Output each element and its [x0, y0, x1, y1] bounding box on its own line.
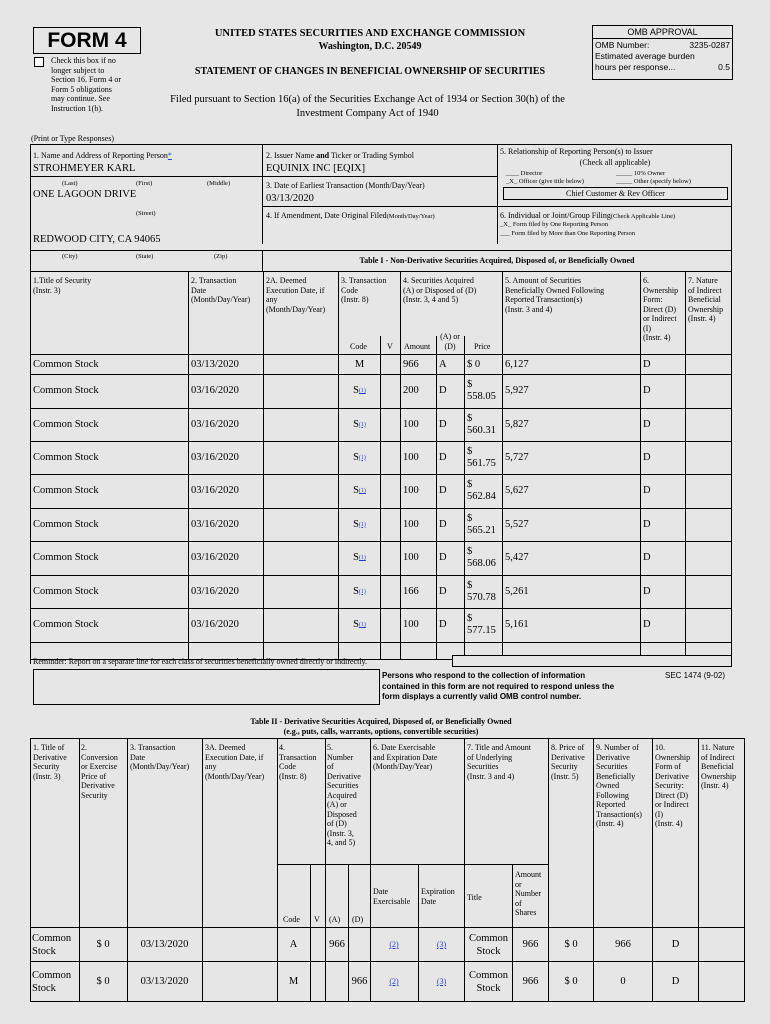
t1-cell-form: D: [643, 552, 651, 563]
zip-label: (Zip): [214, 253, 228, 260]
t1-cell-owned: 5,927: [505, 385, 529, 396]
filing-multiple-persons: ___ Form filed by More than One Reporting Person: [500, 230, 636, 237]
t2-cell-title: Common Stock: [32, 932, 72, 957]
t1-cell-title: Common Stock: [33, 385, 99, 396]
form-title-box: [33, 27, 141, 54]
officer-option: _X_ Officer (give title below): [506, 178, 584, 185]
t2-cell-acquired: 966: [329, 939, 345, 950]
t2-cell-underlying-amount: 966: [522, 976, 539, 987]
omb-number: 3235-0287: [689, 40, 730, 50]
t1-cell-owned: 5,627: [505, 485, 529, 496]
filing-one-person: _X_ Form filed by One Reporting Person: [500, 221, 608, 228]
statement-title: STATEMENT OF CHANGES IN BENEFICIAL OWNERSHIP OF SECURITIES: [194, 66, 546, 77]
t2-cell-underlying-amount: 966: [522, 939, 539, 950]
t1-cell-code: S (1): [353, 451, 366, 463]
t1-cell-form: D: [643, 619, 651, 630]
t1-cell-date: 03/16/2020: [191, 485, 239, 496]
t2-cell-expiration-link[interactable]: (3): [436, 977, 447, 986]
t1-cell-amount: 100: [403, 418, 419, 430]
t1-cell-price: $ 570.78: [467, 579, 496, 603]
t2-h-code: 4. Transaction Code (Instr. 8): [279, 743, 317, 781]
filed-pursuant-1: Filed pursuant to Section 16(a) of the Securities Exchange Act of 1934 or Section 30(h) of the: [170, 94, 565, 105]
t1-sub-v: V: [387, 342, 393, 351]
t1-cell-code: S (1): [353, 619, 366, 630]
t1-cell-amount: 966: [403, 358, 419, 370]
t2-h-owned: 9. Number of Derivative Securities Beneficially Owned Following Reported Transaction(s) (Instr. 4): [596, 743, 642, 828]
t1-cell-amount: 100: [403, 619, 419, 630]
t1-h-date: 2. Transaction Date (Month/Day/Year): [191, 276, 251, 304]
t1-cell-price: $ 0: [467, 358, 481, 370]
t1-cell-aord: D: [439, 418, 447, 430]
t1-cell-amount: 100: [403, 485, 419, 496]
filed-pursuant-2: Investment Company Act of 1940: [296, 108, 439, 119]
table2-title: Table II - Derivative Securities Acquired, Disposed of, or Beneficially Owned: [250, 717, 512, 726]
t1-cell-code: S (1): [353, 418, 366, 430]
other-option: _____ Other (specify below): [616, 178, 691, 185]
t2-cell-owned: 0: [620, 976, 626, 987]
t1-cell-amount: 100: [403, 518, 419, 530]
earliest-transaction-date: 03/13/2020: [266, 193, 314, 204]
t2-h-exercisable: 6. Date Exercisable and Expiration Date (Month/Day/Year): [373, 743, 438, 771]
t2-sub-code: Code: [283, 915, 300, 924]
t1-cell-code: S (1): [353, 385, 366, 396]
earliest-transaction-label: 3. Date of Earliest Transaction (Month/Day/Year): [266, 181, 425, 190]
t1-cell-title: Common Stock: [33, 418, 99, 430]
middle-label: (Middle): [207, 180, 231, 187]
t1-sub-amount: Amount: [404, 342, 431, 351]
asterisk-link[interactable]: *: [167, 151, 172, 160]
t2-h-nature: 11. Nature of Indirect Beneficial Ownership (Instr. 4): [701, 743, 737, 790]
t1-h-code: 3. Transaction Code (Instr. 8): [341, 276, 387, 304]
issuer-value: EQUINIX INC [EQIX]: [266, 163, 366, 174]
t1-cell-form: D: [643, 418, 651, 430]
agency-name: UNITED STATES SECURITIES AND EXCHANGE COMMISSION: [214, 28, 526, 39]
t2-h-price: 8. Price of Derivative Security (Instr. 5): [551, 743, 585, 781]
t2-cell-price: $ 0: [564, 976, 578, 987]
t1-cell-date: 03/16/2020: [191, 451, 239, 463]
t1-cell-owned: 5,427: [505, 552, 529, 563]
t1-cell-aord: D: [439, 552, 447, 563]
t1-cell-title: Common Stock: [33, 518, 99, 530]
t1-cell-owned: 6,127: [505, 358, 529, 370]
t1-cell-aord: D: [439, 385, 447, 396]
t1-cell-date: 03/16/2020: [191, 585, 239, 597]
t1-cell-aord: D: [439, 451, 447, 463]
state-label: (State): [136, 253, 154, 260]
t1-sub-code: Code: [350, 342, 367, 351]
t1-cell-price: $ 577.15: [467, 613, 496, 636]
t1-cell-amount: 166: [403, 585, 419, 597]
t1-cell-date: 03/16/2020: [191, 518, 239, 530]
t1-cell-code: S (1): [353, 485, 366, 496]
print-type-note: (Print or Type Responses): [31, 134, 115, 143]
director-option: ____ Director: [506, 170, 543, 177]
t2-sub-d: (D): [352, 915, 364, 924]
t1-cell-form: D: [643, 385, 651, 396]
omb-burden: Estimated average burden: [595, 51, 695, 61]
t2-h-underlying: 7. Title and Amount of Underlying Securities (Instr. 3 and 4): [467, 743, 532, 781]
officer-title: Chief Customer & Rev Officer: [566, 189, 665, 198]
reminder-text: Reminder: Report on a separate line for each class of securities beneficially owned directly or indirectly.: [33, 657, 368, 666]
t1-cell-owned: 5,161: [505, 619, 529, 630]
sec-form-number: SEC 1474 (9-02): [665, 671, 726, 680]
first-label: (First): [136, 180, 153, 187]
t1-cell-date: 03/16/2020: [191, 552, 239, 563]
ten-pct-owner-option: _____ 10% Owner: [616, 170, 666, 177]
t1-cell-code: S (1): [353, 552, 366, 563]
last-label: (Last): [62, 180, 78, 187]
t2-cell-conversion: $ 0: [96, 939, 110, 950]
omb-title: OMB APPROVAL: [593, 26, 732, 39]
t2-cell-acquired: [326, 962, 348, 1001]
form-title: FORM 4: [47, 29, 127, 52]
t1-h-deemed: 2A. Deemed Execution Date, if any (Month/Day/Year): [266, 276, 326, 314]
t2-cell-disposed: 966: [351, 976, 368, 987]
t1-cell-code: M: [354, 358, 365, 370]
t2-cell-conversion: $ 0: [96, 976, 110, 987]
officer-title-box: [503, 187, 728, 200]
t2-cell-disposed: [349, 928, 370, 961]
t1-cell-title: Common Stock: [33, 358, 99, 370]
amendment-label: 4. If Amendment, Date Original Filed(Month/Day/Year): [266, 211, 435, 220]
t1-cell-price: $ 568.06: [467, 546, 496, 569]
t2-cell-date: 03/13/2020: [140, 939, 189, 950]
t2-cell-form: D: [671, 939, 680, 950]
t1-sub-price: Price: [474, 342, 491, 351]
omb-hours-value: 0.5: [718, 62, 730, 72]
t1-cell-form: D: [643, 358, 651, 370]
t2-cell-exercisable-link[interactable]: (2): [389, 940, 399, 949]
t2-sub-a: (A): [329, 915, 341, 924]
t1-cell-title: Common Stock: [33, 619, 99, 630]
t2-cell-expiration-link[interactable]: (3): [436, 940, 447, 949]
t1-cell-owned: 5,827: [505, 418, 529, 430]
t1-cell-aord: D: [439, 585, 447, 597]
reminder-field: [452, 655, 732, 667]
t1-cell-aord: A: [439, 358, 447, 370]
agency-location: Washington, D.C. 20549: [318, 41, 422, 52]
t2-sub-v: V: [314, 915, 320, 924]
t2-sub-exp: Expiration Date: [421, 887, 455, 906]
t2-cell-underlying-title: Common Stock: [468, 932, 509, 957]
issuer-label: 2. Issuer Name and Ticker or Trading Symbol: [266, 151, 415, 160]
t1-cell-owned: 5,727: [505, 451, 529, 463]
t1-cell-aord: D: [439, 518, 447, 530]
t2-h-form: 10. Ownership Form of Derivative Security: Direct (D) or Indirect (I) (Instr. 4): [655, 743, 691, 828]
reminder-box: [33, 669, 380, 705]
t1-cell-date: 03/16/2020: [191, 418, 239, 430]
t2-h-title: 1. Title of Derivative Security (Instr. 3): [33, 743, 67, 781]
persons-notice: Persons who respond to the collection of information contained in this form are not required to respond unless the form displays a currently valid OMB control number.: [382, 671, 615, 701]
street-label: (Street): [136, 210, 156, 217]
relationship-sublabel: (Check all applicable): [579, 158, 651, 167]
checkbox-instructions: Check this box if no longer subject to Section 16. Form 4 or Form 5 obligations may continue. See Instruction 1(b).: [51, 56, 121, 113]
t1-h-owned: 5. Amount of Securities Beneficially Owned Following Reported Transaction(s) (Instr. 3 and 4): [505, 276, 605, 314]
street-address: ONE LAGOON DRIVE: [33, 189, 137, 200]
t2-sub-title: Title: [467, 893, 482, 902]
t2-cell-underlying-title: Common Stock: [468, 969, 509, 994]
t2-h-deemed: 3A. Deemed Execution Date, if any (Month/Day/Year): [205, 743, 265, 781]
t1-cell-price: $ 562.84: [467, 479, 496, 502]
reporting-person-name: STROHMEYER KARL: [33, 163, 136, 174]
table2-subtitle: (e.g., puts, calls, warrants, options, convertible securities): [283, 727, 479, 736]
t1-cell-title: Common Stock: [33, 485, 99, 496]
t1-cell-code: S (1): [353, 518, 366, 530]
t2-cell-price: $ 0: [564, 939, 578, 950]
t1-cell-aord: D: [439, 619, 447, 630]
t1-h-nature: 7. Nature of Indirect Beneficial Ownership (Instr. 4): [688, 276, 724, 323]
table1-title: Table I - Non-Derivative Securities Acquired, Disposed of, or Beneficially Owned: [359, 256, 635, 265]
t2-cell-title: Common Stock: [32, 969, 72, 994]
t2-cell-owned: 966: [615, 939, 631, 950]
filing-label: 6. Individual or Joint/Group Filing(Check Applicable Line): [500, 211, 676, 220]
t1-cell-price: $ 565.21: [467, 512, 496, 536]
t2-h-date: 3. Transaction Date (Month/Day/Year): [130, 743, 190, 771]
t2-h-conversion: 2. Conversion or Exercise Price of Derivative Security: [81, 743, 118, 800]
t1-cell-form: D: [643, 518, 651, 530]
t2-cell-code: M: [288, 976, 299, 987]
t2-cell-form: D: [671, 976, 680, 987]
t1-cell-title: Common Stock: [33, 585, 99, 597]
t1-cell-price: $ 561.75: [467, 445, 496, 469]
t1-cell-owned: 5,261: [505, 585, 529, 597]
t2-h-number: 5. Number of Derivative Securities Acquired (A) or Disposed of (D) (Instr. 3, 4, and 5): [327, 743, 361, 847]
t1-cell-date: 03/16/2020: [191, 619, 239, 630]
t1-h-title: 1.Title of Security (Instr. 3): [33, 276, 92, 295]
t1-cell-code: S (1): [353, 585, 366, 597]
city-state-zip: REDWOOD CITY, CA 94065: [33, 234, 161, 245]
omb-number-row: OMB Number: 3235-0287: [595, 40, 730, 50]
t2-sub-amount: Amount or Number of Shares: [515, 870, 542, 917]
t1-h-form: 6. Ownership Form: Direct (D) or Indirect (I) (Instr. 4): [643, 276, 679, 342]
t1-cell-amount: 100: [403, 451, 419, 463]
t1-cell-date: 03/16/2020: [191, 385, 239, 396]
t2-cell-date: 03/13/2020: [140, 976, 189, 987]
omb-approval-box: [592, 25, 733, 80]
t1-sub-aord: (A) or (D): [440, 332, 460, 351]
relationship-label: 5. Relationship of Reporting Person(s) to Issuer: [500, 147, 653, 156]
section16-checkbox[interactable]: [34, 57, 44, 67]
t1-cell-price: $ 560.31: [467, 412, 496, 436]
t1-cell-aord: D: [439, 485, 447, 496]
t2-sub-date-ex: Date Exercisable: [373, 887, 411, 906]
t1-cell-amount: 200: [403, 385, 419, 396]
t2-cell-exercisable-link[interactable]: (2): [389, 977, 399, 986]
t1-h-acquired: 4. Securities Acquired (A) or Disposed of (D) (Instr. 3, 4 and 5): [403, 276, 477, 304]
t1-cell-owned: 5,527: [505, 518, 529, 530]
t1-cell-amount: 100: [403, 552, 419, 563]
t1-cell-form: D: [643, 485, 651, 496]
t1-cell-form: D: [643, 585, 651, 597]
t1-cell-price: $ 558.05: [467, 379, 496, 402]
t1-cell-title: Common Stock: [33, 552, 99, 563]
t1-cell-date: 03/13/2020: [191, 358, 239, 370]
t2-cell-code: A: [289, 939, 298, 950]
t1-cell-form: D: [643, 451, 651, 463]
t1-cell-title: Common Stock: [33, 451, 99, 463]
omb-hours-row: hours per response... 0.5: [595, 62, 730, 72]
reporting-person-label: 1. Name and Address of Reporting Person*: [33, 151, 172, 160]
city-label: (City): [62, 253, 78, 260]
